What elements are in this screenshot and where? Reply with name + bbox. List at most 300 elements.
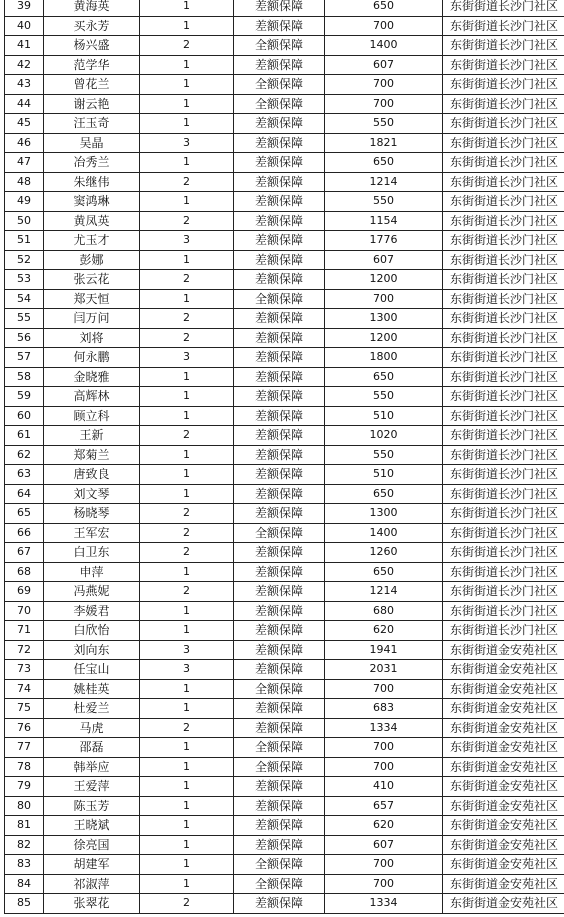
household-size-cell: 1 xyxy=(140,679,234,699)
table-row xyxy=(5,348,564,368)
assistance-type-cell: 差额保障 xyxy=(234,835,325,855)
assistance-type-cell: 差额保障 xyxy=(234,367,325,387)
amount-cell: 1260 xyxy=(325,543,443,563)
table-row xyxy=(5,426,564,446)
row-number-cell: 58 xyxy=(5,367,44,387)
name-cell: 何永鹏 xyxy=(44,348,140,368)
name-cell: 高辉林 xyxy=(44,387,140,407)
assistance-type-cell: 差额保障 xyxy=(234,114,325,134)
name-cell: 韩举应 xyxy=(44,757,140,777)
assistance-type-cell: 差额保障 xyxy=(234,562,325,582)
amount-cell: 700 xyxy=(325,94,443,114)
beneficiary-table xyxy=(4,0,564,914)
household-size-cell: 1 xyxy=(140,445,234,465)
assistance-type-cell: 差额保障 xyxy=(234,660,325,680)
row-number-cell: 50 xyxy=(5,211,44,231)
assistance-type-cell: 差额保障 xyxy=(234,250,325,270)
amount-cell: 1400 xyxy=(325,36,443,56)
household-size-cell: 3 xyxy=(140,640,234,660)
amount-cell: 650 xyxy=(325,562,443,582)
household-size-cell: 1 xyxy=(140,796,234,816)
community-cell: 东街街道长沙门社区 xyxy=(443,94,564,114)
table-body xyxy=(5,0,564,913)
row-number-cell: 47 xyxy=(5,153,44,173)
amount-cell: 550 xyxy=(325,445,443,465)
amount-cell: 1300 xyxy=(325,504,443,524)
household-size-cell: 2 xyxy=(140,211,234,231)
table-row xyxy=(5,855,564,875)
name-cell: 刘将 xyxy=(44,328,140,348)
row-number-cell: 61 xyxy=(5,426,44,446)
community-cell: 东街街道金安苑社区 xyxy=(443,894,564,914)
community-cell: 东街街道长沙门社区 xyxy=(443,523,564,543)
row-number-cell: 42 xyxy=(5,55,44,75)
household-size-cell: 1 xyxy=(140,699,234,719)
name-cell: 尤玉才 xyxy=(44,231,140,251)
name-cell: 邵磊 xyxy=(44,738,140,758)
name-cell: 谢云艳 xyxy=(44,94,140,114)
table-row xyxy=(5,679,564,699)
community-cell: 东街街道长沙门社区 xyxy=(443,367,564,387)
name-cell: 刘向东 xyxy=(44,640,140,660)
name-cell: 王晓斌 xyxy=(44,816,140,836)
amount-cell: 700 xyxy=(325,289,443,309)
community-cell: 东街街道长沙门社区 xyxy=(443,36,564,56)
community-cell: 东街街道长沙门社区 xyxy=(443,543,564,563)
name-cell: 张云花 xyxy=(44,270,140,290)
name-cell: 胡建军 xyxy=(44,855,140,875)
name-cell: 金晓雅 xyxy=(44,367,140,387)
community-cell: 东街街道金安苑社区 xyxy=(443,640,564,660)
table-row xyxy=(5,874,564,894)
table-row xyxy=(5,796,564,816)
assistance-type-cell: 差额保障 xyxy=(234,465,325,485)
row-number-cell: 85 xyxy=(5,894,44,914)
household-size-cell: 1 xyxy=(140,777,234,797)
amount-cell: 550 xyxy=(325,114,443,134)
table-row xyxy=(5,777,564,797)
row-number-cell: 75 xyxy=(5,699,44,719)
community-cell: 东街街道金安苑社区 xyxy=(443,816,564,836)
household-size-cell: 1 xyxy=(140,75,234,95)
amount-cell: 700 xyxy=(325,874,443,894)
assistance-type-cell: 差额保障 xyxy=(234,894,325,914)
amount-cell: 620 xyxy=(325,621,443,641)
table-row xyxy=(5,211,564,231)
household-size-cell: 1 xyxy=(140,621,234,641)
community-cell: 东街街道金安苑社区 xyxy=(443,679,564,699)
household-size-cell: 3 xyxy=(140,133,234,153)
row-number-cell: 76 xyxy=(5,718,44,738)
amount-cell: 510 xyxy=(325,465,443,485)
community-cell: 东街街道长沙门社区 xyxy=(443,309,564,329)
community-cell: 东街街道长沙门社区 xyxy=(443,16,564,36)
amount-cell: 1776 xyxy=(325,231,443,251)
table-row xyxy=(5,114,564,134)
community-cell: 东街街道金安苑社区 xyxy=(443,660,564,680)
assistance-type-cell: 差额保障 xyxy=(234,0,325,16)
name-cell: 郑天恒 xyxy=(44,289,140,309)
assistance-type-cell: 差额保障 xyxy=(234,543,325,563)
community-cell: 东街街道长沙门社区 xyxy=(443,114,564,134)
name-cell: 王新 xyxy=(44,426,140,446)
amount-cell: 1800 xyxy=(325,348,443,368)
household-size-cell: 3 xyxy=(140,348,234,368)
community-cell: 东街街道金安苑社区 xyxy=(443,699,564,719)
community-cell: 东街街道长沙门社区 xyxy=(443,0,564,16)
community-cell: 东街街道金安苑社区 xyxy=(443,718,564,738)
row-number-cell: 83 xyxy=(5,855,44,875)
amount-cell: 650 xyxy=(325,0,443,16)
table-row xyxy=(5,36,564,56)
community-cell: 东街街道长沙门社区 xyxy=(443,387,564,407)
assistance-type-cell: 差额保障 xyxy=(234,192,325,212)
household-size-cell: 1 xyxy=(140,835,234,855)
row-number-cell: 55 xyxy=(5,309,44,329)
table-row xyxy=(5,523,564,543)
assistance-type-cell: 差额保障 xyxy=(234,582,325,602)
community-cell: 东街街道长沙门社区 xyxy=(443,55,564,75)
amount-cell: 1300 xyxy=(325,309,443,329)
assistance-type-cell: 全额保障 xyxy=(234,757,325,777)
household-size-cell: 2 xyxy=(140,172,234,192)
table-row xyxy=(5,894,564,914)
row-number-cell: 67 xyxy=(5,543,44,563)
name-cell: 杨兴盛 xyxy=(44,36,140,56)
table-row xyxy=(5,445,564,465)
row-number-cell: 72 xyxy=(5,640,44,660)
row-number-cell: 53 xyxy=(5,270,44,290)
household-size-cell: 1 xyxy=(140,289,234,309)
household-size-cell: 1 xyxy=(140,367,234,387)
community-cell: 东街街道长沙门社区 xyxy=(443,289,564,309)
amount-cell: 510 xyxy=(325,406,443,426)
row-number-cell: 56 xyxy=(5,328,44,348)
household-size-cell: 1 xyxy=(140,153,234,173)
row-number-cell: 54 xyxy=(5,289,44,309)
community-cell: 东街街道长沙门社区 xyxy=(443,601,564,621)
community-cell: 东街街道长沙门社区 xyxy=(443,348,564,368)
table-row xyxy=(5,367,564,387)
amount-cell: 700 xyxy=(325,757,443,777)
name-cell: 申萍 xyxy=(44,562,140,582)
table-row xyxy=(5,16,564,36)
table-row xyxy=(5,621,564,641)
household-size-cell: 2 xyxy=(140,523,234,543)
assistance-type-cell: 差额保障 xyxy=(234,504,325,524)
row-number-cell: 78 xyxy=(5,757,44,777)
community-cell: 东街街道长沙门社区 xyxy=(443,328,564,348)
row-number-cell: 82 xyxy=(5,835,44,855)
assistance-type-cell: 差额保障 xyxy=(234,816,325,836)
table-row xyxy=(5,738,564,758)
table-row xyxy=(5,153,564,173)
assistance-type-cell: 差额保障 xyxy=(234,699,325,719)
row-number-cell: 40 xyxy=(5,16,44,36)
community-cell: 东街街道金安苑社区 xyxy=(443,835,564,855)
community-cell: 东街街道长沙门社区 xyxy=(443,426,564,446)
name-cell: 李媛君 xyxy=(44,601,140,621)
assistance-type-cell: 差额保障 xyxy=(234,133,325,153)
name-cell: 汪玉奇 xyxy=(44,114,140,134)
table-row xyxy=(5,699,564,719)
assistance-type-cell: 差额保障 xyxy=(234,718,325,738)
amount-cell: 607 xyxy=(325,835,443,855)
assistance-type-cell: 全额保障 xyxy=(234,94,325,114)
table-row xyxy=(5,484,564,504)
assistance-type-cell: 全额保障 xyxy=(234,738,325,758)
row-number-cell: 52 xyxy=(5,250,44,270)
assistance-type-cell: 差额保障 xyxy=(234,426,325,446)
name-cell: 马虎 xyxy=(44,718,140,738)
name-cell: 彭娜 xyxy=(44,250,140,270)
table-row xyxy=(5,406,564,426)
assistance-type-cell: 差额保障 xyxy=(234,406,325,426)
community-cell: 东街街道长沙门社区 xyxy=(443,445,564,465)
community-cell: 东街街道金安苑社区 xyxy=(443,757,564,777)
row-number-cell: 65 xyxy=(5,504,44,524)
amount-cell: 550 xyxy=(325,192,443,212)
household-size-cell: 1 xyxy=(140,114,234,134)
row-number-cell: 43 xyxy=(5,75,44,95)
name-cell: 杜爱兰 xyxy=(44,699,140,719)
table-row xyxy=(5,270,564,290)
amount-cell: 550 xyxy=(325,387,443,407)
amount-cell: 1334 xyxy=(325,894,443,914)
table-row xyxy=(5,757,564,777)
table-row xyxy=(5,328,564,348)
row-number-cell: 63 xyxy=(5,465,44,485)
name-cell: 范学华 xyxy=(44,55,140,75)
community-cell: 东街街道长沙门社区 xyxy=(443,211,564,231)
assistance-type-cell: 差额保障 xyxy=(234,270,325,290)
community-cell: 东街街道长沙门社区 xyxy=(443,484,564,504)
amount-cell: 650 xyxy=(325,153,443,173)
row-number-cell: 48 xyxy=(5,172,44,192)
row-number-cell: 39 xyxy=(5,0,44,16)
household-size-cell: 2 xyxy=(140,718,234,738)
household-size-cell: 1 xyxy=(140,601,234,621)
row-number-cell: 74 xyxy=(5,679,44,699)
amount-cell: 700 xyxy=(325,738,443,758)
row-number-cell: 60 xyxy=(5,406,44,426)
amount-cell: 607 xyxy=(325,55,443,75)
name-cell: 王军宏 xyxy=(44,523,140,543)
table-row xyxy=(5,582,564,602)
table-row xyxy=(5,133,564,153)
table-row xyxy=(5,231,564,251)
household-size-cell: 1 xyxy=(140,0,234,16)
name-cell: 曾花兰 xyxy=(44,75,140,95)
assistance-type-cell: 差额保障 xyxy=(234,387,325,407)
name-cell: 闫万问 xyxy=(44,309,140,329)
table-row xyxy=(5,640,564,660)
name-cell: 吴晶 xyxy=(44,133,140,153)
table-row xyxy=(5,816,564,836)
amount-cell: 1200 xyxy=(325,328,443,348)
community-cell: 东街街道长沙门社区 xyxy=(443,153,564,173)
amount-cell: 700 xyxy=(325,16,443,36)
row-number-cell: 64 xyxy=(5,484,44,504)
name-cell: 冯燕妮 xyxy=(44,582,140,602)
household-size-cell: 1 xyxy=(140,94,234,114)
assistance-type-cell: 全额保障 xyxy=(234,289,325,309)
amount-cell: 1214 xyxy=(325,172,443,192)
table-row xyxy=(5,289,564,309)
assistance-type-cell: 差额保障 xyxy=(234,640,325,660)
name-cell: 徐亮国 xyxy=(44,835,140,855)
household-size-cell: 1 xyxy=(140,562,234,582)
name-cell: 姚桂英 xyxy=(44,679,140,699)
amount-cell: 1334 xyxy=(325,718,443,738)
household-size-cell: 1 xyxy=(140,484,234,504)
name-cell: 窦鸿琳 xyxy=(44,192,140,212)
household-size-cell: 1 xyxy=(140,406,234,426)
table-row xyxy=(5,172,564,192)
household-size-cell: 2 xyxy=(140,36,234,56)
community-cell: 东街街道长沙门社区 xyxy=(443,192,564,212)
row-number-cell: 44 xyxy=(5,94,44,114)
community-cell: 东街街道长沙门社区 xyxy=(443,75,564,95)
row-number-cell: 66 xyxy=(5,523,44,543)
community-cell: 东街街道长沙门社区 xyxy=(443,172,564,192)
row-number-cell: 81 xyxy=(5,816,44,836)
row-number-cell: 70 xyxy=(5,601,44,621)
assistance-type-cell: 差额保障 xyxy=(234,621,325,641)
assistance-type-cell: 全额保障 xyxy=(234,75,325,95)
community-cell: 东街街道长沙门社区 xyxy=(443,465,564,485)
row-number-cell: 71 xyxy=(5,621,44,641)
amount-cell: 1214 xyxy=(325,582,443,602)
name-cell: 买永芳 xyxy=(44,16,140,36)
row-number-cell: 41 xyxy=(5,36,44,56)
name-cell: 冶秀兰 xyxy=(44,153,140,173)
row-number-cell: 84 xyxy=(5,874,44,894)
row-number-cell: 51 xyxy=(5,231,44,251)
name-cell: 顾立科 xyxy=(44,406,140,426)
household-size-cell: 1 xyxy=(140,192,234,212)
assistance-type-cell: 差额保障 xyxy=(234,796,325,816)
table-row xyxy=(5,192,564,212)
assistance-type-cell: 差额保障 xyxy=(234,601,325,621)
name-cell: 郑菊兰 xyxy=(44,445,140,465)
amount-cell: 650 xyxy=(325,367,443,387)
name-cell: 朱继伟 xyxy=(44,172,140,192)
household-size-cell: 1 xyxy=(140,16,234,36)
household-size-cell: 1 xyxy=(140,874,234,894)
name-cell: 黄凤英 xyxy=(44,211,140,231)
amount-cell: 1941 xyxy=(325,640,443,660)
table-row xyxy=(5,94,564,114)
community-cell: 东街街道长沙门社区 xyxy=(443,133,564,153)
name-cell: 白欣怡 xyxy=(44,621,140,641)
assistance-type-cell: 差额保障 xyxy=(234,153,325,173)
community-cell: 东街街道金安苑社区 xyxy=(443,855,564,875)
household-size-cell: 2 xyxy=(140,426,234,446)
amount-cell: 700 xyxy=(325,855,443,875)
name-cell: 白卫东 xyxy=(44,543,140,563)
household-size-cell: 3 xyxy=(140,231,234,251)
assistance-type-cell: 差额保障 xyxy=(234,348,325,368)
row-number-cell: 80 xyxy=(5,796,44,816)
name-cell: 唐致良 xyxy=(44,465,140,485)
amount-cell: 410 xyxy=(325,777,443,797)
name-cell: 祁淑萍 xyxy=(44,874,140,894)
assistance-type-cell: 差额保障 xyxy=(234,231,325,251)
amount-cell: 620 xyxy=(325,816,443,836)
household-size-cell: 3 xyxy=(140,660,234,680)
table-row xyxy=(5,0,564,16)
row-number-cell: 79 xyxy=(5,777,44,797)
community-cell: 东街街道长沙门社区 xyxy=(443,562,564,582)
assistance-type-cell: 差额保障 xyxy=(234,484,325,504)
community-cell: 东街街道长沙门社区 xyxy=(443,504,564,524)
assistance-type-cell: 差额保障 xyxy=(234,55,325,75)
row-number-cell: 73 xyxy=(5,660,44,680)
assistance-type-cell: 差额保障 xyxy=(234,172,325,192)
name-cell: 黄海英 xyxy=(44,0,140,16)
amount-cell: 700 xyxy=(325,75,443,95)
name-cell: 刘文琴 xyxy=(44,484,140,504)
table-row xyxy=(5,75,564,95)
amount-cell: 2031 xyxy=(325,660,443,680)
table-row xyxy=(5,601,564,621)
row-number-cell: 57 xyxy=(5,348,44,368)
amount-cell: 680 xyxy=(325,601,443,621)
row-number-cell: 45 xyxy=(5,114,44,134)
community-cell: 东街街道长沙门社区 xyxy=(443,231,564,251)
table-row xyxy=(5,309,564,329)
amount-cell: 607 xyxy=(325,250,443,270)
table-row xyxy=(5,250,564,270)
household-size-cell: 2 xyxy=(140,309,234,329)
assistance-type-cell: 差额保障 xyxy=(234,16,325,36)
community-cell: 东街街道金安苑社区 xyxy=(443,777,564,797)
community-cell: 东街街道金安苑社区 xyxy=(443,738,564,758)
community-cell: 东街街道长沙门社区 xyxy=(443,406,564,426)
row-number-cell: 68 xyxy=(5,562,44,582)
household-size-cell: 1 xyxy=(140,250,234,270)
community-cell: 东街街道长沙门社区 xyxy=(443,250,564,270)
assistance-type-cell: 差额保障 xyxy=(234,211,325,231)
community-cell: 东街街道长沙门社区 xyxy=(443,582,564,602)
row-number-cell: 62 xyxy=(5,445,44,465)
table-row xyxy=(5,387,564,407)
amount-cell: 1400 xyxy=(325,523,443,543)
amount-cell: 1020 xyxy=(325,426,443,446)
row-number-cell: 49 xyxy=(5,192,44,212)
amount-cell: 657 xyxy=(325,796,443,816)
table-row xyxy=(5,504,564,524)
name-cell: 陈玉芳 xyxy=(44,796,140,816)
household-size-cell: 1 xyxy=(140,855,234,875)
amount-cell: 1154 xyxy=(325,211,443,231)
assistance-type-cell: 差额保障 xyxy=(234,309,325,329)
name-cell: 王爱萍 xyxy=(44,777,140,797)
name-cell: 张翠花 xyxy=(44,894,140,914)
household-size-cell: 1 xyxy=(140,465,234,485)
amount-cell: 650 xyxy=(325,484,443,504)
assistance-type-cell: 全额保障 xyxy=(234,874,325,894)
household-size-cell: 2 xyxy=(140,328,234,348)
household-size-cell: 2 xyxy=(140,504,234,524)
household-size-cell: 1 xyxy=(140,757,234,777)
name-cell: 任宝山 xyxy=(44,660,140,680)
table-row xyxy=(5,465,564,485)
row-number-cell: 77 xyxy=(5,738,44,758)
amount-cell: 1200 xyxy=(325,270,443,290)
row-number-cell: 69 xyxy=(5,582,44,602)
